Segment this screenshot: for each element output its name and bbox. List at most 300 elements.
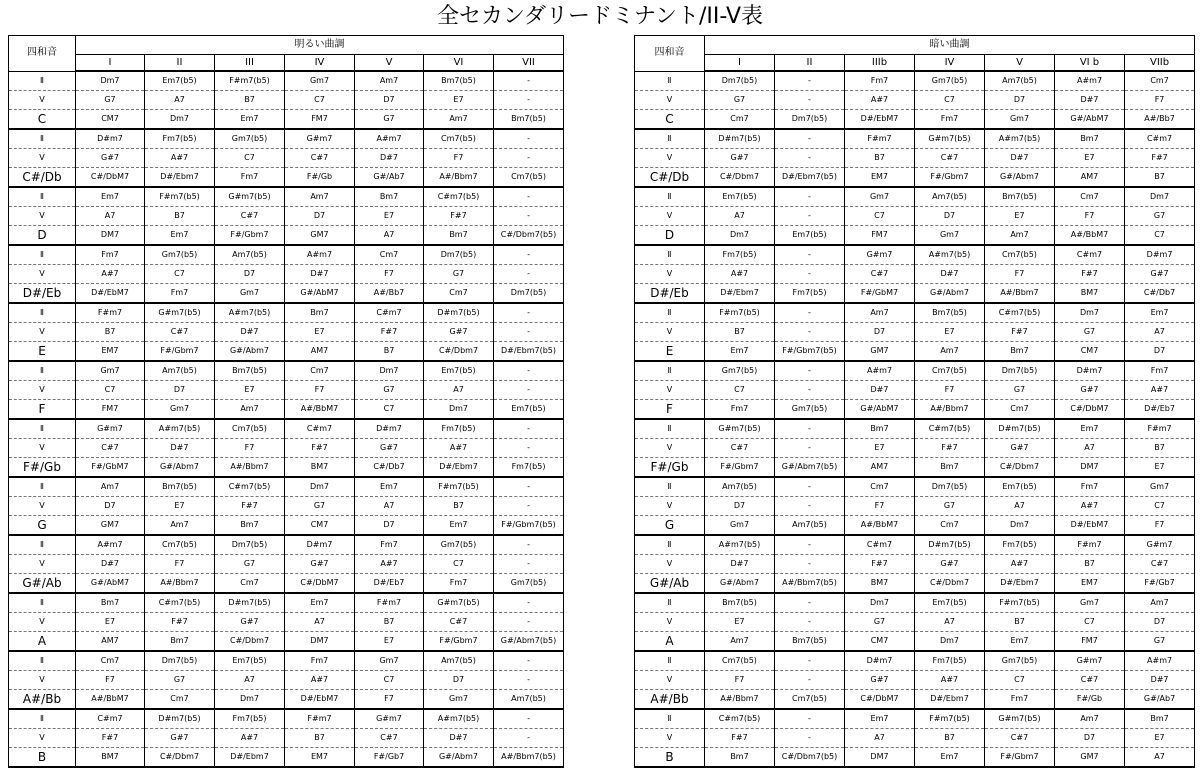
chord-cell: Am7 bbox=[1055, 709, 1125, 729]
chord-cell: D#7 bbox=[845, 381, 915, 400]
chord-cell: Em7(b5) bbox=[705, 187, 775, 207]
chord-cell: E7 bbox=[355, 632, 424, 652]
chord-cell: D#/EbM7 bbox=[285, 690, 355, 710]
chord-cell: E7 bbox=[424, 91, 494, 110]
chord-cell: - bbox=[494, 729, 564, 748]
tonic-row bbox=[635, 226, 1195, 246]
chord-cell: - bbox=[494, 187, 564, 207]
chord-cell: A#/Bbm7(b5) bbox=[775, 574, 845, 594]
chord-cell: D7 bbox=[1055, 729, 1125, 748]
row-label: Ⅱ bbox=[635, 187, 705, 207]
row-label: B bbox=[9, 748, 76, 768]
degree-header: IIIb bbox=[845, 55, 915, 72]
chord-cell: B7 bbox=[985, 613, 1055, 632]
row-label: Ⅱ bbox=[635, 129, 705, 149]
chord-cell: D#/Ebm7 bbox=[985, 574, 1055, 594]
row-label: A#/Bb bbox=[9, 690, 76, 710]
chord-cell: Em7 bbox=[145, 226, 215, 246]
chord-cell: D#m7(b5) bbox=[705, 129, 775, 149]
chord-cell: C#/Db7 bbox=[355, 458, 424, 478]
chord-cell: F7 bbox=[355, 265, 424, 284]
degree-header: II bbox=[145, 55, 215, 72]
chord-cell: G7 bbox=[355, 110, 424, 130]
chord-cell: A#7 bbox=[845, 91, 915, 110]
chord-cell: D#/Eb7 bbox=[1125, 400, 1195, 420]
chord-cell: - bbox=[775, 381, 845, 400]
chord-cell: A#7 bbox=[1125, 381, 1195, 400]
chord-cell: Bm7 bbox=[1055, 129, 1125, 149]
two-chord-row bbox=[635, 187, 1195, 207]
chord-cell: C7 bbox=[145, 265, 215, 284]
chord-cell: - bbox=[775, 671, 845, 690]
chord-cell: Cm7 bbox=[76, 651, 145, 671]
degree-header: IV bbox=[915, 55, 985, 72]
chord-cell: A#m7(b5) bbox=[424, 709, 494, 729]
chord-cell: CM7 bbox=[285, 516, 355, 536]
chord-cell: A#m7 bbox=[1055, 71, 1125, 91]
chord-cell: C#7 bbox=[845, 265, 915, 284]
five-chord-row bbox=[9, 439, 564, 458]
chord-cell: Gm7(b5) bbox=[215, 129, 285, 149]
chord-cell: Em7(b5) bbox=[915, 593, 985, 613]
chord-cell: C#m7(b5) bbox=[985, 303, 1055, 323]
minor-key-table bbox=[634, 35, 1195, 768]
chord-cell: - bbox=[775, 303, 845, 323]
chord-cell: A#7 bbox=[1055, 497, 1125, 516]
chord-cell: B7 bbox=[915, 729, 985, 748]
row-label: C#/Db bbox=[635, 168, 705, 188]
chord-cell: Am7 bbox=[985, 226, 1055, 246]
corner-label: 四和音 bbox=[635, 36, 705, 72]
chord-cell: G7 bbox=[215, 555, 285, 574]
chord-cell: F#m7(b5) bbox=[215, 71, 285, 91]
chord-cell: Cm7 bbox=[705, 110, 775, 130]
chord-cell: - bbox=[494, 381, 564, 400]
row-label: F bbox=[9, 400, 76, 420]
row-label: Ⅱ bbox=[9, 129, 76, 149]
chord-cell: - bbox=[775, 709, 845, 729]
chord-cell: F#m7 bbox=[1055, 535, 1125, 555]
chord-cell: D7 bbox=[76, 497, 145, 516]
chord-cell: F7 bbox=[1125, 516, 1195, 536]
chord-cell: GM7 bbox=[845, 342, 915, 362]
chord-cell: D#7 bbox=[285, 265, 355, 284]
chord-cell: G#7 bbox=[985, 439, 1055, 458]
chord-cell: G#m7(b5) bbox=[915, 129, 985, 149]
row-label: Ⅱ bbox=[635, 419, 705, 439]
row-label: V bbox=[635, 381, 705, 400]
chord-cell: - bbox=[775, 91, 845, 110]
chord-cell: C#7 bbox=[145, 323, 215, 342]
chord-cell: Dm7 bbox=[845, 593, 915, 613]
chord-cell: Fm7 bbox=[1125, 361, 1195, 381]
chord-cell: G7 bbox=[424, 265, 494, 284]
row-label: Ⅱ bbox=[9, 709, 76, 729]
chord-cell: AM7 bbox=[1055, 168, 1125, 188]
chord-cell: B7 bbox=[424, 497, 494, 516]
chord-cell: Em7 bbox=[845, 709, 915, 729]
five-chord-row bbox=[635, 149, 1195, 168]
chord-cell: - bbox=[494, 129, 564, 149]
tonic-row bbox=[635, 574, 1195, 594]
chord-cell: B7 bbox=[76, 323, 145, 342]
chord-cell: Em7 bbox=[985, 632, 1055, 652]
chord-cell: Fm7(b5) bbox=[705, 245, 775, 265]
five-chord-row bbox=[9, 729, 564, 748]
chord-cell: - bbox=[775, 129, 845, 149]
chord-cell: Bm7(b5) bbox=[915, 303, 985, 323]
major-key-table bbox=[8, 35, 564, 768]
chord-cell: Cm7(b5) bbox=[145, 535, 215, 555]
row-label: V bbox=[635, 729, 705, 748]
chord-cell: Fm7(b5) bbox=[775, 284, 845, 304]
chord-cell: E7 bbox=[1125, 458, 1195, 478]
category-label: 暗い曲調 bbox=[705, 36, 1195, 55]
chord-cell: F#7 bbox=[76, 729, 145, 748]
chord-cell: A#/Bbm7(b5) bbox=[494, 748, 564, 768]
row-label: V bbox=[9, 381, 76, 400]
chord-cell: D#m7 bbox=[76, 129, 145, 149]
chord-cell: Gm7 bbox=[1055, 593, 1125, 613]
chord-cell: Gm7 bbox=[1125, 477, 1195, 497]
chord-cell: G#7 bbox=[285, 555, 355, 574]
chord-cell: E7 bbox=[215, 381, 285, 400]
chord-cell: Bm7 bbox=[424, 226, 494, 246]
row-label: V bbox=[635, 613, 705, 632]
chord-cell: B7 bbox=[1125, 168, 1195, 188]
chord-cell: Dm7(b5) bbox=[705, 71, 775, 91]
chord-cell: A7 bbox=[1055, 439, 1125, 458]
chord-cell: Bm7(b5) bbox=[424, 71, 494, 91]
chord-cell: Dm7 bbox=[145, 110, 215, 130]
tonic-row bbox=[9, 342, 564, 362]
row-label: G#/Ab bbox=[9, 574, 76, 594]
chord-cell: A7 bbox=[145, 91, 215, 110]
chord-cell: D#m7(b5) bbox=[985, 419, 1055, 439]
chord-cell: Dm7 bbox=[76, 71, 145, 91]
chord-cell: Am7 bbox=[76, 477, 145, 497]
chord-cell: A#/BbM7 bbox=[845, 516, 915, 536]
two-chord-row bbox=[635, 651, 1195, 671]
chord-cell: G#m7(b5) bbox=[705, 419, 775, 439]
row-label: V bbox=[635, 671, 705, 690]
chord-cell: C#/Dbm7 bbox=[705, 168, 775, 188]
two-chord-row bbox=[9, 535, 564, 555]
tonic-row bbox=[635, 458, 1195, 478]
chord-cell: G#/Ab7 bbox=[1125, 690, 1195, 710]
chord-cell: C#m7 bbox=[76, 709, 145, 729]
tonic-row bbox=[9, 574, 564, 594]
chord-cell: B7 bbox=[1125, 439, 1195, 458]
row-label: V bbox=[9, 207, 76, 226]
row-label: G#/Ab bbox=[635, 574, 705, 594]
chord-cell: Em7 bbox=[915, 748, 985, 768]
chord-cell: G7 bbox=[76, 91, 145, 110]
five-chord-row bbox=[635, 613, 1195, 632]
two-chord-row bbox=[9, 361, 564, 381]
chord-cell: - bbox=[494, 91, 564, 110]
row-label: D#/Eb bbox=[9, 284, 76, 304]
chord-cell: Em7 bbox=[705, 342, 775, 362]
chord-cell: Fm7 bbox=[424, 574, 494, 594]
degree-header: III bbox=[215, 55, 285, 72]
two-chord-row bbox=[9, 477, 564, 497]
chord-cell: C7 bbox=[705, 381, 775, 400]
chord-cell: D#7 bbox=[145, 439, 215, 458]
chord-cell: - bbox=[775, 245, 845, 265]
degree-header: I bbox=[76, 55, 145, 72]
chord-cell: EM7 bbox=[76, 342, 145, 362]
chord-cell: Fm7 bbox=[845, 71, 915, 91]
chord-cell: F#m7 bbox=[355, 593, 424, 613]
chord-cell: G#m7(b5) bbox=[215, 187, 285, 207]
chord-cell: Bm7 bbox=[705, 748, 775, 768]
tonic-row bbox=[635, 516, 1195, 536]
chord-cell: G#7 bbox=[1055, 381, 1125, 400]
degree-header: V bbox=[355, 55, 424, 72]
chord-cell: AM7 bbox=[845, 458, 915, 478]
chord-cell: Gm7 bbox=[76, 361, 145, 381]
row-label: Ⅱ bbox=[635, 361, 705, 381]
chord-cell: C#m7(b5) bbox=[145, 593, 215, 613]
row-label: D#/Eb bbox=[635, 284, 705, 304]
chord-cell: Gm7 bbox=[845, 187, 915, 207]
chord-cell: CM7 bbox=[76, 110, 145, 130]
row-label: Ⅱ bbox=[9, 303, 76, 323]
chord-cell: G7 bbox=[285, 497, 355, 516]
chord-cell: Dm7 bbox=[1055, 303, 1125, 323]
chord-cell: C7 bbox=[285, 91, 355, 110]
chord-cell: Am7(b5) bbox=[705, 477, 775, 497]
two-chord-row bbox=[635, 71, 1195, 91]
chord-cell: Dm7 bbox=[1125, 187, 1195, 207]
chord-cell: Em7(b5) bbox=[985, 477, 1055, 497]
chord-cell: Bm7 bbox=[915, 458, 985, 478]
row-label: V bbox=[635, 439, 705, 458]
chord-cell: - bbox=[775, 419, 845, 439]
chord-cell: Bm7 bbox=[845, 419, 915, 439]
chord-cell: Dm7 bbox=[355, 361, 424, 381]
chord-cell: Cm7(b5) bbox=[705, 651, 775, 671]
chord-cell: DM7 bbox=[285, 632, 355, 652]
chord-cell: E7 bbox=[915, 323, 985, 342]
chord-cell: A#7 bbox=[985, 555, 1055, 574]
chord-cell: A7 bbox=[985, 497, 1055, 516]
chord-cell: Cm7(b5) bbox=[915, 361, 985, 381]
two-chord-row bbox=[9, 593, 564, 613]
chord-cell: A#7 bbox=[285, 671, 355, 690]
chord-cell: D7 bbox=[985, 91, 1055, 110]
chord-cell: Am7 bbox=[845, 303, 915, 323]
chord-cell: - bbox=[775, 497, 845, 516]
chord-cell: C#m7 bbox=[285, 419, 355, 439]
chord-cell: - bbox=[775, 361, 845, 381]
five-chord-row bbox=[635, 265, 1195, 284]
chord-cell: Dm7 bbox=[215, 690, 285, 710]
category-label: 明るい曲調 bbox=[76, 36, 564, 55]
chord-cell: F#/Gb7 bbox=[355, 748, 424, 768]
chord-cell: Em7 bbox=[355, 477, 424, 497]
chord-cell: Gm7(b5) bbox=[985, 651, 1055, 671]
chord-cell: Am7(b5) bbox=[494, 690, 564, 710]
chord-cell: D#m7(b5) bbox=[145, 709, 215, 729]
chord-cell: D#m7(b5) bbox=[915, 535, 985, 555]
chord-cell: C#/DbM7 bbox=[76, 168, 145, 188]
chord-cell: FM7 bbox=[1055, 632, 1125, 652]
chord-cell: Gm7(b5) bbox=[775, 400, 845, 420]
chord-cell: D#/EbM7 bbox=[76, 284, 145, 304]
chord-cell: Am7(b5) bbox=[215, 245, 285, 265]
five-chord-row bbox=[635, 439, 1195, 458]
degree-header: II bbox=[775, 55, 845, 72]
chord-cell: - bbox=[775, 593, 845, 613]
chord-cell: Fm7 bbox=[705, 400, 775, 420]
chord-cell: C#m7 bbox=[1125, 129, 1195, 149]
chord-cell: BM7 bbox=[845, 574, 915, 594]
five-chord-row bbox=[9, 149, 564, 168]
chord-cell: D#7 bbox=[915, 265, 985, 284]
chord-cell: Cm7 bbox=[845, 477, 915, 497]
chord-cell: D7 bbox=[355, 91, 424, 110]
chord-cell: D#7 bbox=[1125, 671, 1195, 690]
chord-cell: F#/Gbm7 bbox=[145, 342, 215, 362]
two-chord-row bbox=[635, 535, 1195, 555]
chord-cell: G7 bbox=[1125, 207, 1195, 226]
chord-cell: D7 bbox=[845, 323, 915, 342]
chord-cell: Cm7 bbox=[424, 284, 494, 304]
chord-cell: - bbox=[775, 71, 845, 91]
chord-cell: Fm7(b5) bbox=[145, 129, 215, 149]
degree-header: VII bbox=[494, 55, 564, 72]
row-label: V bbox=[9, 323, 76, 342]
chord-cell: Bm7 bbox=[985, 342, 1055, 362]
chord-cell: Am7(b5) bbox=[775, 516, 845, 536]
row-label: A bbox=[635, 632, 705, 652]
chord-cell: F7 bbox=[355, 690, 424, 710]
chord-cell: - bbox=[494, 265, 564, 284]
chord-cell: DM7 bbox=[1055, 458, 1125, 478]
chord-cell: E7 bbox=[1055, 149, 1125, 168]
row-label: V bbox=[9, 671, 76, 690]
chord-cell: C#7 bbox=[985, 729, 1055, 748]
chord-cell: Cm7(b5) bbox=[775, 690, 845, 710]
chord-cell: - bbox=[775, 207, 845, 226]
chord-cell: D#/Ebm7 bbox=[915, 690, 985, 710]
row-label: Ⅱ bbox=[9, 361, 76, 381]
chord-cell: F#/Gbm7 bbox=[215, 226, 285, 246]
two-chord-row bbox=[635, 129, 1195, 149]
chord-cell: A7 bbox=[285, 613, 355, 632]
chord-cell: A#m7(b5) bbox=[705, 535, 775, 555]
chord-cell: A7 bbox=[355, 497, 424, 516]
chord-cell: Gm7 bbox=[145, 400, 215, 420]
chord-cell: Em7(b5) bbox=[494, 400, 564, 420]
row-label: D bbox=[9, 226, 76, 246]
chord-cell: C7 bbox=[215, 149, 285, 168]
tonic-row bbox=[635, 632, 1195, 652]
chord-cell: Gm7(b5) bbox=[494, 574, 564, 594]
chord-cell: Am7 bbox=[355, 71, 424, 91]
chord-cell: A#7 bbox=[915, 671, 985, 690]
chord-cell: G#/Abm7 bbox=[215, 342, 285, 362]
chord-cell: G7 bbox=[1055, 323, 1125, 342]
chord-cell: C#7 bbox=[424, 613, 494, 632]
row-label: Ⅱ bbox=[9, 419, 76, 439]
chord-cell: C#m7(b5) bbox=[215, 477, 285, 497]
chord-cell: D#7 bbox=[215, 323, 285, 342]
chord-cell: F7 bbox=[424, 149, 494, 168]
chord-cell: F#m7(b5) bbox=[915, 709, 985, 729]
chord-cell: A#m7(b5) bbox=[215, 303, 285, 323]
chord-cell: - bbox=[494, 71, 564, 91]
chord-cell: Fm7 bbox=[215, 168, 285, 188]
chord-cell: F#m7 bbox=[845, 129, 915, 149]
chord-cell: Em7 bbox=[285, 593, 355, 613]
chord-cell: - bbox=[494, 671, 564, 690]
chord-cell: F7 bbox=[985, 265, 1055, 284]
chord-cell: Bm7(b5) bbox=[145, 477, 215, 497]
chord-cell: D#m7 bbox=[845, 651, 915, 671]
chord-cell: A#m7 bbox=[355, 129, 424, 149]
chord-cell: Gm7 bbox=[355, 651, 424, 671]
chord-cell: F#7 bbox=[985, 323, 1055, 342]
chord-cell: G#m7(b5) bbox=[145, 303, 215, 323]
chord-cell: - bbox=[775, 555, 845, 574]
row-label: Ⅱ bbox=[635, 303, 705, 323]
chord-cell: G#/Abm7 bbox=[705, 574, 775, 594]
two-chord-row bbox=[9, 187, 564, 207]
chord-cell: A7 bbox=[215, 671, 285, 690]
chord-cell: F#/Gbm7(b5) bbox=[775, 342, 845, 362]
chord-cell: F#m7(b5) bbox=[985, 593, 1055, 613]
chord-cell: G7 bbox=[845, 613, 915, 632]
chord-cell: G#m7 bbox=[1055, 651, 1125, 671]
chord-cell: Gm7 bbox=[215, 284, 285, 304]
chord-cell: C#m7 bbox=[845, 535, 915, 555]
chord-cell: G#/Abm7 bbox=[145, 458, 215, 478]
chord-cell: Em7(b5) bbox=[215, 651, 285, 671]
two-chord-row bbox=[635, 709, 1195, 729]
chord-cell: D#7 bbox=[355, 149, 424, 168]
chord-cell: F7 bbox=[845, 497, 915, 516]
chord-cell: A#m7 bbox=[76, 535, 145, 555]
chord-cell: G#/Abm7(b5) bbox=[494, 632, 564, 652]
chord-cell: G#/AbM7 bbox=[845, 400, 915, 420]
chord-cell: G#/AbM7 bbox=[1055, 110, 1125, 130]
chord-cell: F7 bbox=[215, 439, 285, 458]
chord-cell: E7 bbox=[285, 323, 355, 342]
row-label: V bbox=[9, 729, 76, 748]
chord-cell: D7 bbox=[145, 381, 215, 400]
row-label: Ⅱ bbox=[9, 593, 76, 613]
chord-cell: G#/Abm7 bbox=[915, 284, 985, 304]
degree-header: VI bbox=[424, 55, 494, 72]
chord-cell: G#m7(b5) bbox=[424, 593, 494, 613]
chord-cell: EM7 bbox=[285, 748, 355, 768]
chord-cell: E7 bbox=[145, 497, 215, 516]
chord-cell: D#m7 bbox=[355, 419, 424, 439]
row-label: A#/Bb bbox=[635, 690, 705, 710]
chord-cell: - bbox=[494, 361, 564, 381]
chord-cell: FM7 bbox=[76, 400, 145, 420]
chord-cell: - bbox=[775, 323, 845, 342]
tonic-row bbox=[9, 110, 564, 130]
chord-cell: Dm7 bbox=[705, 226, 775, 246]
chord-cell: D7 bbox=[705, 497, 775, 516]
chord-cell: D#m7(b5) bbox=[215, 593, 285, 613]
chord-cell: G#7 bbox=[705, 149, 775, 168]
degree-header: IV bbox=[285, 55, 355, 72]
